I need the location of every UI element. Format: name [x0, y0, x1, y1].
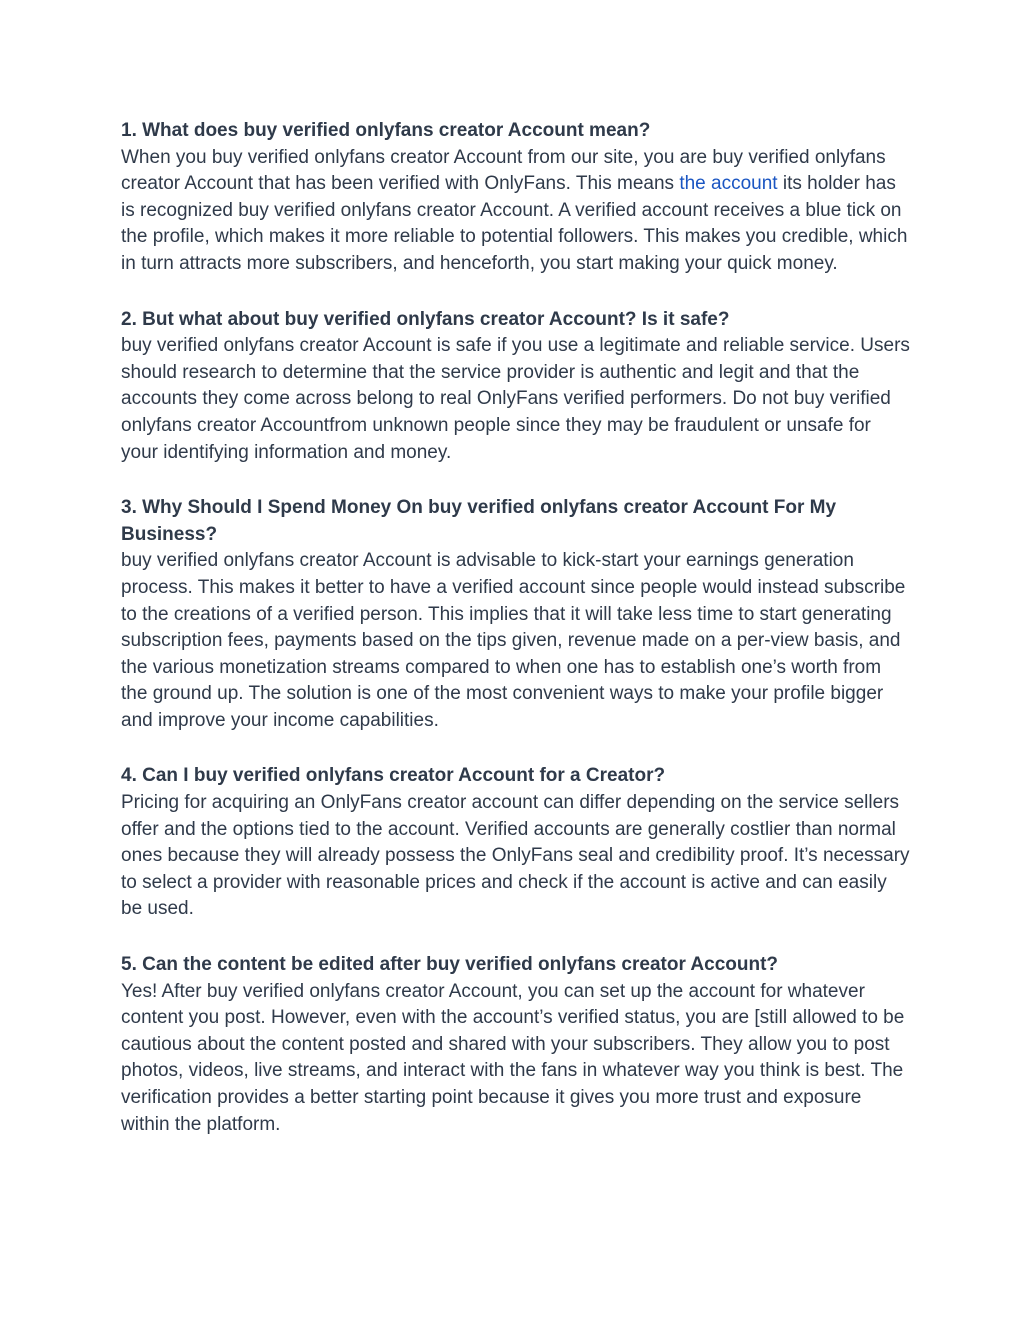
faq-item-1 — [121, 118, 911, 278]
faq-answer: buy verified onlyfans creator Account is advisable to kick-start your earnings generation process. This makes it better to have a verified account since people would instead subscribe to the creations of a verified person. This implies that it will take less time to start generating subscription fees, payments based on the tips given, revenue made on a per-view basis, and the various monetization streams compared to when one has to establish one’s worth from the ground up. The solution is one of the most convenient ways to make your profile bigger and improve your income capabilities. — [121, 550, 906, 731]
faq-item-4 — [121, 763, 911, 923]
faq-question: 2. But what about buy verified onlyfans creator Account? Is it safe? — [121, 308, 730, 330]
answer-text: its holder has is recognized buy verified onlyfans creator Account. A verified account receives a blue tick on the profile, which makes it more reliable to potential followers. This makes you credible, which in turn attracts more subscribers, and henceforth, you start making your quick money. — [121, 173, 908, 274]
faq-item-3 — [121, 495, 911, 734]
document-page — [121, 118, 911, 1138]
faq-answer — [121, 145, 911, 278]
faq-question: 5. Can the content be edited after buy verified onlyfans creator Account? — [121, 954, 779, 976]
the-account-link[interactable]: the account — [679, 173, 778, 195]
faq-answer: Yes! After buy verified onlyfans creator Account, you can set up the account for whatever content you post. However, even with the account’s verified status, you are [still allowed to be cautious about the content posted and shared with your subscribers. They allow you to post photos, videos, live streams, and interact with the fans in whatever way you think is best. The verification provides a better starting point because it gives you more trust and exposure within the platform. — [121, 980, 905, 1135]
faq-answer: buy verified onlyfans creator Account is safe if you use a legitimate and reliable service. Users should research to determine that the service provider is authentic and legit and that the accounts they come across belong to real OnlyFans verified performers. Do not buy verified onlyfans creator Accountfrom unknown people since they may be fraudulent or unsafe for your identifying information and money. — [121, 335, 910, 463]
faq-answer: Pricing for acquiring an OnlyFans creator account can differ depending on the service sellers offer and the options tied to the account. Verified accounts are generally costlier than normal ones because they will already possess the OnlyFans seal and credibility proof. It’s necessary to select a provider with reasonable prices and check if the account is active and can easily be used. — [121, 792, 910, 920]
faq-question: 1. What does buy verified onlyfans creator Account mean? — [121, 120, 651, 141]
faq-item-2 — [121, 307, 911, 467]
faq-item-5 — [121, 952, 911, 1138]
faq-question: 4. Can I buy verified onlyfans creator Account for a Creator? — [121, 765, 666, 787]
answer-text: When you buy verified onlyfans creator Account from our site, you are buy verified onlyfans creator Account that has been verified with OnlyFans. This means — [121, 146, 886, 195]
faq-question: 3. Why Should I Spend Money On buy verified onlyfans creator Account For My Business? — [121, 497, 837, 545]
